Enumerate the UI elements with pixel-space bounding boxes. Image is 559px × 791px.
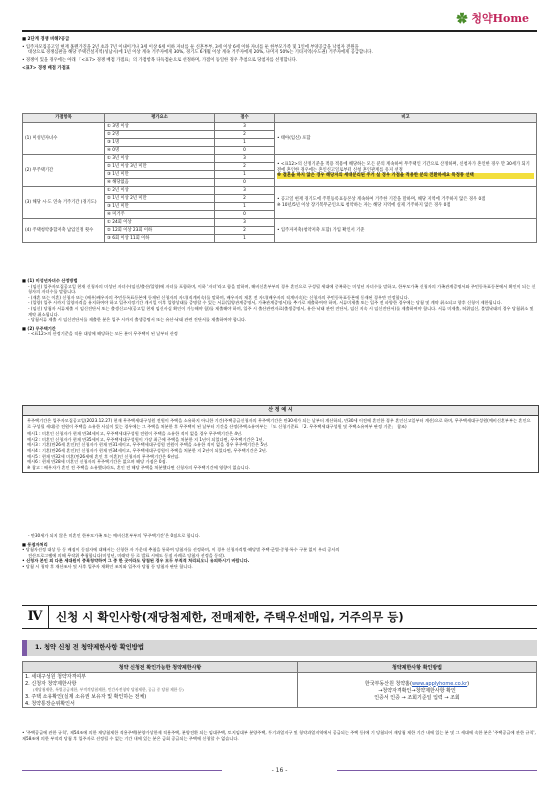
table-cell: (1) 미성년자녀수 (23, 123, 105, 155)
table-cell: ④ 0명 (105, 147, 215, 155)
example-item: 예시4 : 기혼(만26세 혼인)인 신청자가 현재 만34세이고, 무주택세대구성원이 주택을 처분한 지 2년이 되었다면, 무주택기간은 2년. (27, 447, 268, 453)
table-cell: 2 (215, 163, 275, 171)
table-cell (275, 187, 537, 219)
box-text: 무주택기간은 입주자모집공고일(2023.12.27) 현재 무주택세대구성원 전원이 주택을 소유하지 아니한 기간(주택공급신청자의 무주택기간은 만30세가 되는 날부터 계산하되, 만30세 이전에 혼인한 경우 혼인신고일부터 계산)으로 하며, 무주택세대구성원(예비신혼부부는 혼인으로 구성될 세대)중 전원이 주택을 소유한 사실이 있는 경우에는 그 주택을 처분한 후 무주택이 된 날부터 기간을 산정(주택소유여부는 「도 신청기준표 「2. 무주택세대구성원 및 주택소유여부 판정 기준」 참조) (27, 418, 531, 429)
example-item: 예시1 : 미혼인 신청자가 현재 만34세이고, 무주택세대구성원 전원이 주택을 소유한 적이 없을 경우 무주택기간은 4년. (27, 431, 243, 437)
subsection-title: ■ (1) 미성년자녀수 산정방법 (22, 278, 78, 283)
section-competition (22, 37, 537, 72)
paragraph: • 입주자모집공고일 현재 홈렌가진을 2년 초과 7년 이내이거나 3세 이상 6세 이하 자녀를 둔 신혼부부, 3세 이상 6세 이하 자녀를 둔 한부모가족 및 1인에 부양공급을 낙첨자 전원을 (22, 44, 359, 50)
table-cell: 2 (215, 131, 275, 139)
list-item: - (임신) 당첨자 서류제출 시 임신진단서 또는 출생신고서(공고일 현재 임신사실 확인이 가능해야 함)를 제출해야 하며, 입주 시 출산관련자료(출생증명서, 유산·낙태 관련 진단서, 임신 지속 시 임신진단서)를 제출하여야 합니다. 서류 미제출, 허위임신, 불법낙태의 경우 당첨취소 및 계약 취소됩니다. (28, 305, 534, 317)
note-text: ※ 10년/5년 이상 장기복무군인으로 청약하는 자는 해당 지역에 실제 거주하지 않은 경우 0점 (277, 202, 451, 208)
table-header: 청약 신청전 확인가능한 청약제한사항 (23, 662, 298, 673)
subsection-bar: 1. 청약 신청 전 청약제한사항 확인방법 (22, 640, 537, 656)
table-cell (298, 673, 537, 708)
method-text: 한국부동산원 청약홈( (364, 680, 412, 687)
table-cell: ③ 1년 미만 (105, 203, 215, 211)
method-text: →청약자격확인→청약제한사항 확인 (378, 687, 456, 694)
footnote-text: • '주택공급에 관한 규칙', 제54조에 의한 재당첨제한 적용주택(분양가상한제 적용주택, 분양전환 되는 임대주택, 토지임대부 분양주택, 투기과열지구 및 청약과열지역에서 공급되는 주택 등)에 기 당첨되어 재당첨 제한 기간 내에 있는 분 및 그 세대에 속한 분은 '주택공급에 관한 규칙', 제58조에 의한 부적격 당첨 후 입주자로 선정될 수 없는 기간 내에 있는 분은 금회 공급되는 주택에 신청할 수 없습니다. (22, 730, 536, 741)
table-header: 가점항목 (23, 114, 105, 123)
table-cell: (3) 해당 시·도 연속 거주기간 (경기도) (23, 187, 105, 219)
list-item: - (재혼 또는 이혼) 신청자 또는 (배우)배우자의 주민등록표등본에 등재된 신청자의 자녀(직계비속)를 말하며, 배우자의 재혼 전 자녀(배우자의 직계비속)는 신청자의 주민등록표등본에 동재된 경우만 인정합니다. (28, 294, 409, 300)
table-cell: • 태아(임신) 포함 (275, 123, 537, 155)
table-title: <표7> 경쟁 배점 가점표 (22, 66, 70, 72)
list-item: - 당첨서류 제출 시 임신진단서를 제출한 분은 입주 시까지 출생증명서 또는 유산·낙태 관련 진단서를 제출하여야 합니다. (28, 317, 247, 323)
table-cell: 1 (215, 171, 275, 179)
table-header: 점수 (215, 114, 275, 123)
subsection-title: ■ (2) 무주택기간 (22, 325, 56, 331)
applyhome-link[interactable]: www.applyhome.co.kr (411, 680, 468, 687)
section-iv-heading (22, 605, 537, 629)
box-title: 산 정 예 시 (23, 406, 538, 416)
calculation-example-box (22, 405, 539, 473)
table-cell: 1 (215, 203, 275, 211)
method-text: ) (467, 680, 470, 687)
table-header: 평가요소 (105, 114, 215, 123)
paragraph: 전산프로그램에 의해 무작위 추첨합니다(미성년, 미래약 등 로 발표 시에도 동점 사례로 당첨자 선정을 동작). (28, 552, 226, 558)
table-cell: ④ 해당없음 (105, 179, 215, 187)
table-cell: 3 (215, 123, 275, 131)
example-item: 예시6 : 현재 만28세 미혼인 신청자의 무주택기간은 없으며 해당 가점은 0점. (27, 459, 167, 465)
note-text: - 만30세가 되지 않은 미혼인 한부모가족 또는 예비신혼부부의 '무주택기간'은 0점으로 합니다. (28, 533, 201, 538)
table-header: 청약제한사항 확인방법 (298, 662, 537, 673)
table-cell: 3 (215, 219, 275, 227)
paragraph: • 당첨 시 청약 후 재산조사 및 사후 입주자 재확인 조치와 입주자 당첨 등 당첨자 판단 합니다. (22, 563, 193, 569)
table-cell: ① 24회 이상 (105, 219, 215, 227)
table-cell (275, 155, 537, 187)
subsection-title: ■ 동점자처리 (22, 541, 48, 547)
table-cell: 0 (215, 179, 275, 187)
footer-rule (22, 770, 222, 771)
table-cell: 1 (215, 139, 275, 147)
table-cell: • 입주자저축(청약저축 포함) 가입 확인서 기준 (275, 219, 537, 243)
table-cell: ④ 미거주 (105, 211, 215, 219)
paragraph: • 당첨자선정 대상 등 동 배점이 동점자에 대해서는 신청한 자 가운데 추첨을 통하여 당첨자를 선정하며, 이 경우 신청자격별·해당별 주택·군별·중형·특수 구분 없이 우리 공사의 (22, 547, 340, 553)
table-cell: 0 (215, 211, 275, 219)
table-header: 비고 (275, 114, 537, 123)
footnote (22, 730, 537, 741)
table-cell: (4) 주택청약종합저축 납입인정 횟수 (23, 219, 105, 243)
check-method-table (22, 661, 537, 708)
paragraph: • 신청자 본인 외 다른 세대원이 중복청약하여 그 중 한 곳이라도 당첨된 경우 모두 부적격 처리되오니 유의하시기 바랍니다. (22, 558, 250, 564)
table-cell: ③ 1명 (105, 139, 215, 147)
table-cell: 2 (215, 195, 275, 203)
footer-rule (337, 770, 537, 771)
section-title: ■ 2단계 경쟁 비해?공급 (22, 37, 70, 42)
table-cell: ③ 1년 미만 (105, 171, 215, 179)
table-cell: ② 2명 (105, 131, 215, 139)
header-rule (22, 30, 537, 32)
note-text: • <표12>의 산정기준을 적용 적용에 해당하는 모든 분의 계속하여 무주택인 기간으로 산정하며, 신청자가 혼인한 경우 만 30세가 되기 전에 혼인한 경우에는 혼인신고일로부터 신청 혼인관계를 유지 선정 (277, 162, 530, 173)
footer (0, 767, 559, 774)
example-item: ※ 참고 : 배우자가 혼인 전 주택을 소유했더라도, 혼인 전 해당 주택을 처분했다면 신청자의 무주택기간에 영향이 없습니다. (27, 464, 251, 470)
method-text: 인증서 인증 → 조회기준일 입력 → 조회 (374, 694, 460, 701)
table-cell (23, 673, 298, 708)
header-logo (457, 10, 529, 26)
table-cell: ① 3명 이상 (105, 123, 215, 131)
note-text: ※ 결혼을 하지 않은 경우 해당자의 세대분리된 주거 실 경우 가점을 적용한 분의 전환하세요 특정통 선택 (277, 173, 534, 179)
logo-text: 청약Home (471, 12, 529, 25)
table-cell: ② 12회 이상 23회 이하 (105, 227, 215, 235)
tie-break-section (22, 533, 537, 570)
table-cell: 3 (215, 155, 275, 163)
example-item: 예시2 : 미혼인 신청자가 현재 만35세이고, 무주택세대구성원이 가장 최근에 주택을 처분한 지 1년이 되었다면, 무주택기간은 1년. (27, 436, 264, 442)
table-cell: ③ 6회 이상 11회 이하 (105, 235, 215, 243)
paragraph: 대상으로 경쟁심판을 해당 주택건설지역(성남시)에 1년 이상 계속 거주자에게 30%, 경기도 6개월 이상 계속 거주자에게 20%, 나머지 50%는 기타지역(수도권) 거주자에게 공급합니다. (28, 50, 373, 56)
example-item: 예시3 : 기혼(만26세 혼인)인 신청자가 현재 만31세이고, 무주택세대구성원 전원이 주택을 소유한 적이 없을 경우 무주택기간은 5년. (27, 442, 269, 448)
table-cell: (2) 무주택기간 (23, 155, 105, 187)
page-number: - 16 - (271, 767, 288, 774)
table-cell: 2 (215, 227, 275, 235)
table-cell: ② 1년 이상 2년 미만 (105, 195, 215, 203)
rules-section (22, 278, 537, 337)
table-cell: 0 (215, 147, 275, 155)
list-item: (재당첨제한, 특별공급제한, 부적격당첨제한, 민간사전청약 당첨제한, 공급 중 당첨 제한 등) (33, 687, 184, 692)
list-item: 3. 주택 소유확인(실제 소유권 보유자 및 확인하는 전체) (25, 694, 147, 700)
list-item: 4. 청약통장순위확인서 (25, 701, 75, 707)
note-text: • 공고일 현재 경기도에 주민등록표등본상 계속하여 거주한 기간을 말하며, 해당 지역에 거주하지 않은 경우 0점 (277, 196, 486, 202)
section-number: Ⅳ (22, 606, 49, 628)
table-cell: ① 2년 이상 (105, 187, 215, 195)
paragraph: • 경쟁이 있을 경우에는 아래 「<표7> 경쟁 배점 가점표」의 가점항목 다득점순으로 선정하며, 가점이 동일한 경우 추첨으로 당첨자를 선정합니다. (22, 57, 298, 63)
list-item: - (입양) 입주 시까지 입양자격을 유지하여야 하고 입주지정기간 개시일 이후 입양상태를 증명할 수 있는 서류(입양관계증명서, 가족관계증명서)를 추가로 제출하여야 하며, 서류미제출 또는 입주 전 파양한 경우에는 당첨 및 계약 취소되고 향후 신청이 제한됩니다. (28, 300, 503, 306)
score-table (22, 113, 537, 243)
section-title: 신청 시 확인사항(재당첨제한, 전매제한, 주택우선매입, 거주의무 등) (56, 610, 404, 624)
list-item: 2. 신청자 청약제한사항 (25, 681, 77, 687)
table-cell: 1 (215, 235, 275, 243)
table-cell: 3 (215, 187, 275, 195)
table-cell: ② 1년 이상 3년 미만 (105, 163, 215, 171)
example-item: 예시5 : 현재 만32세 미혼(만26세에 혼인 후 이혼)인 신청자의 무주택기간은 6년임. (27, 453, 180, 459)
list-item: - (임신) 입주자모집공고일 현재 신청자의 미성년 자녀수(임신/출산/입양)에 자녀를 포함하며, 이하 '자녀'라고 함을 말하며, 해비신혼부부의 경우 혼인으로 구성될 세대에 중복하는 미성년 자녀수를 말하고, 한부모가족 신청자의 가족관계증명서와 주민등록표등본에서 확인이 되는 신청자의 자녀수를 말합니다. (28, 283, 536, 295)
logo-mark-icon: ✿ (456, 12, 468, 25)
list-item: 1. 세대구성원 청약자격여부 (25, 674, 87, 680)
table-cell: ① 3년 이상 (105, 155, 215, 163)
list-item: - <표12>의 산정기준을 적용 대상에 해당하는 모든 분이 무주택이 된 날부터 산정 (28, 331, 178, 337)
